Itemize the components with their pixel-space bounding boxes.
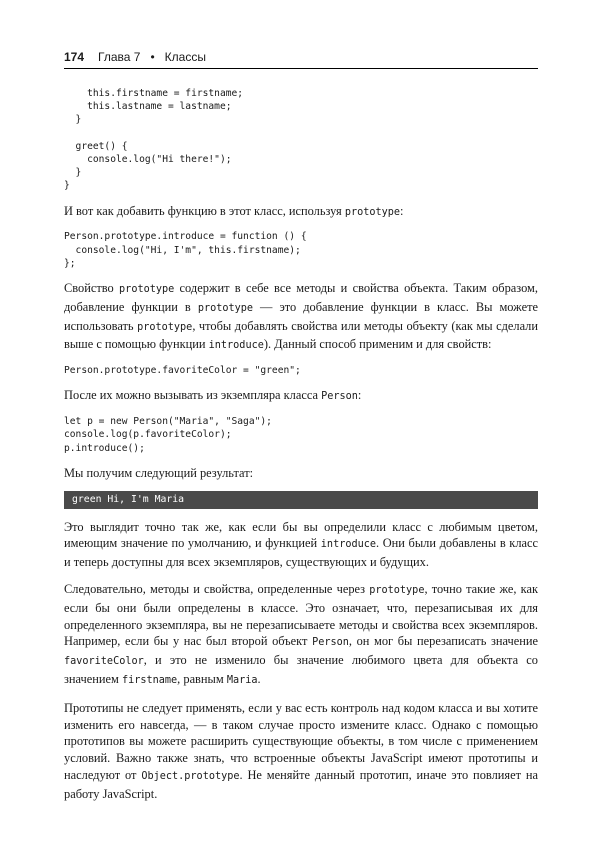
paragraph-add-function (64, 203, 538, 222)
text: . Они были добавлены в класс и теперь доступны для всех экземпляров, существующих и будущих. (64, 536, 538, 570)
inline-code: prototype (369, 585, 425, 597)
text: Прототипы не следует применять, если у вас есть контроль над кодом класса и вы хотите изменить его навсегда, — в таком случае просто измените класс. Однако с помощью прототипов вы можете расширить существующие объекты, в том числе с применением условий. Важно также знать, что встроенные объекты JavaScript имеют прототипы и наследуют от (64, 700, 538, 782)
paragraph-result-intro: Мы получим следующий результат: (64, 465, 254, 480)
page-number: 174 (64, 50, 85, 64)
page-header (64, 50, 538, 64)
text: : (400, 203, 404, 218)
text: : (357, 388, 362, 403)
text: Это выглядит точно так же, как если бы вы определили класс с любимым цветом, имеющим значение по умолчанию, и функцией (64, 519, 538, 551)
page-body (64, 87, 538, 803)
text: , чтобы добавлять свойства или методы объекту (как мы сделали выше с помощью функции (64, 318, 538, 352)
code-block-favorite-color: Person.prototype.favoriteColor = "green"; (64, 365, 301, 377)
text: , равным (177, 672, 227, 686)
inline-code: introduce (320, 539, 376, 551)
inline-code: Person (321, 391, 358, 403)
paragraph-call-from-instance (64, 387, 538, 406)
code-block-instance: let p = new Person("Maria", "Saga"); console.log(p.favoriteColor); p.introduce(); (64, 416, 272, 454)
text: Следовательно, методы и свойства, определенные через (64, 582, 370, 597)
text: содержит в себе все методы и свойства объекта. Таким образом, добавление функции в (64, 281, 538, 314)
section-title: Классы (164, 50, 206, 64)
inline-code: Object.prototype (141, 770, 240, 782)
output-block: green Hi, I'm Maria (64, 491, 538, 509)
text: . (257, 672, 261, 686)
paragraph-explanation (64, 519, 538, 571)
inline-code: prototype (137, 321, 193, 333)
inline-code: favoriteColor (64, 656, 144, 668)
text: , он мог бы перезаписать значение (348, 634, 538, 649)
inline-code: introduce (208, 340, 264, 352)
text: , точно такие же, как если бы они были определены в классе. Это означает, что, перезаписывая их для определенного экземпляра, вы не перезаписываете методы и свойства всех экземпляров. Например, если бы у нас был второй объект (64, 582, 538, 649)
code-block-constructor: this.firstname = firstname; this.lastname = lastname; } greet() { console.log("Hi there!"); } } (64, 88, 244, 192)
inline-code: firstname (121, 675, 178, 686)
inline-code: prototype (197, 302, 254, 314)
inline-code: Maria (226, 675, 258, 686)
header-bullet: • (150, 50, 155, 64)
inline-code: Person (312, 637, 349, 649)
inline-code: prototype (344, 206, 401, 218)
text: , и это не изменило бы значение любимого цвета для объекта со значением (64, 653, 538, 686)
code-block-introduce: Person.prototype.introduce = function () { console.log("Hi, I'm", this.firstname); }; (64, 231, 307, 269)
text: ). Данный способ применим и для свойств: (263, 337, 492, 352)
paragraph-override (64, 581, 538, 690)
text: После их можно вызывать из экземпляра класса (64, 388, 322, 403)
paragraph-prototype-property (64, 280, 538, 355)
text: — это добавление функции в класс. Вы можете использовать (64, 299, 538, 333)
text: И вот как добавить функцию в этот класс, используя (64, 203, 345, 218)
header-rule (64, 68, 538, 69)
text: Свойство (64, 281, 120, 296)
inline-code: prototype (119, 284, 175, 296)
paragraph-prototype-warning (64, 700, 538, 803)
chapter-label: Глава 7 (98, 50, 141, 64)
text: . Не меняйте данный прототип, иначе это повлияет на работу JavaScript. (64, 767, 538, 801)
